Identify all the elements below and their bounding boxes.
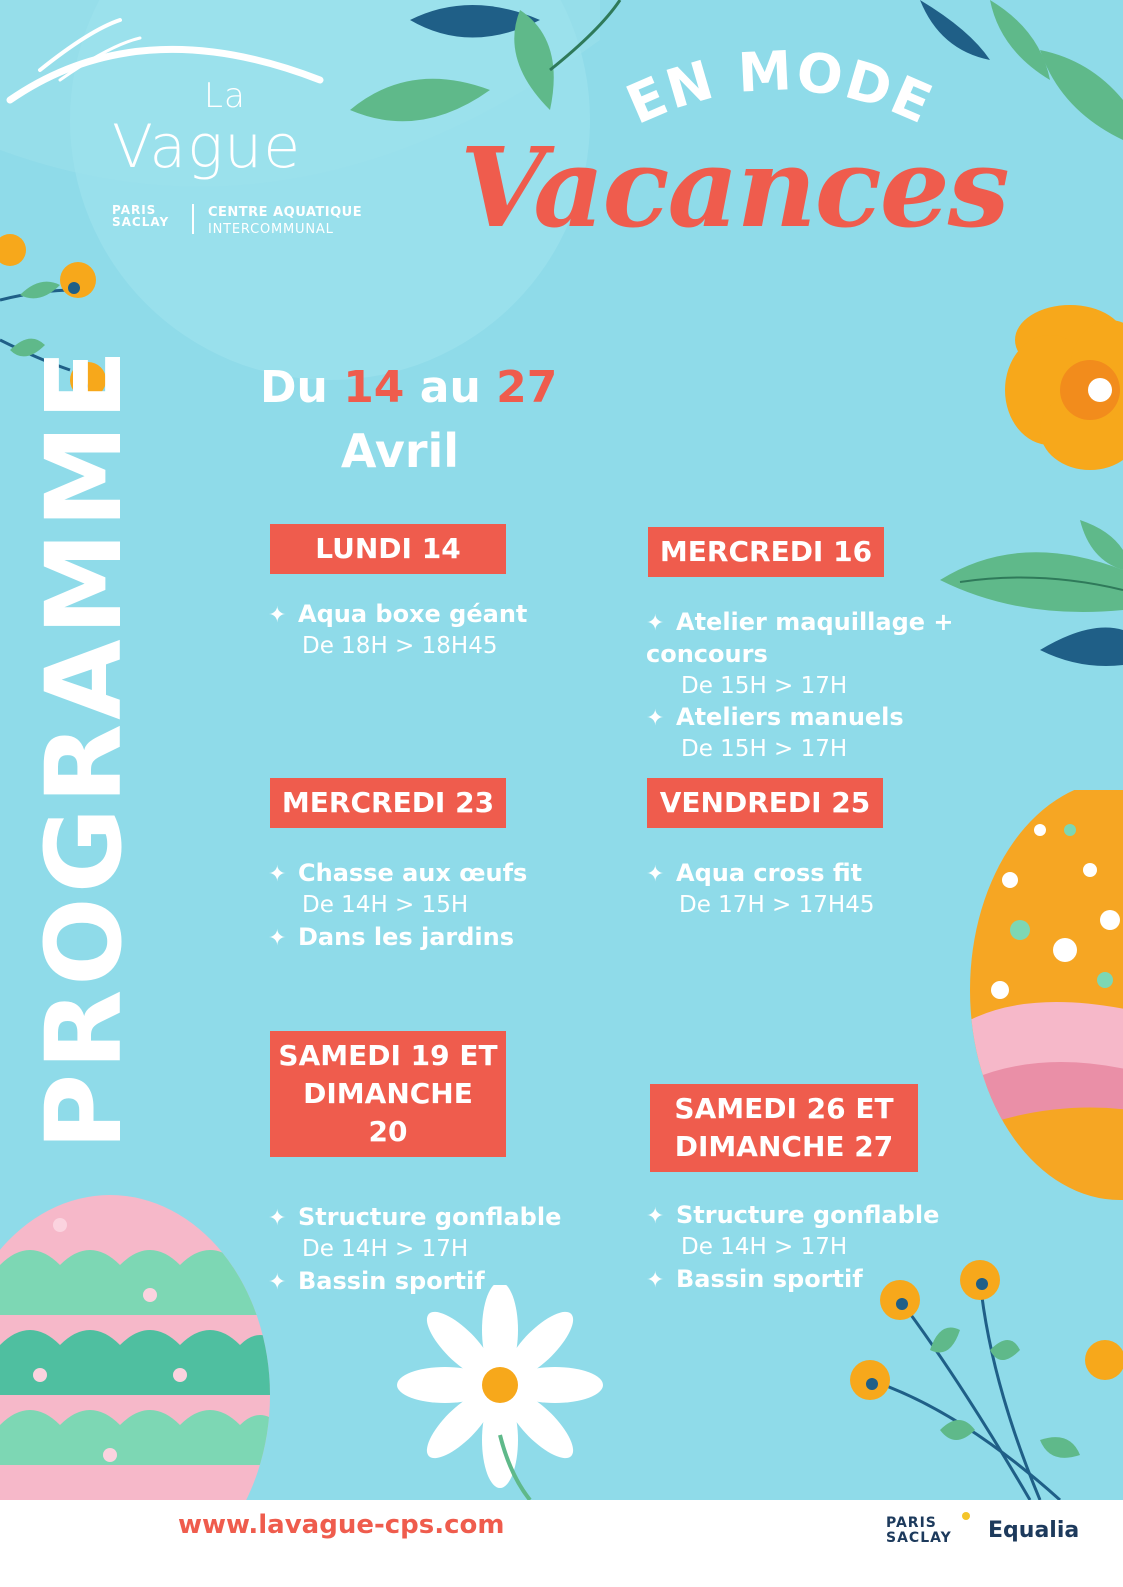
date-end: 27 (496, 362, 558, 413)
activity-structure-gonflable (646, 1199, 939, 1233)
star-icon: ✦ (268, 603, 287, 628)
activity-time: De 15H > 17H (681, 673, 848, 699)
activity-name: Chasse aux œufs (298, 859, 528, 887)
star-icon: ✦ (268, 926, 287, 951)
activity-name: Atelier maquillage + (676, 608, 954, 636)
activity-time: De 15H > 17H (681, 736, 848, 762)
day-header-mercredi-16: MERCREDI 16 (648, 527, 884, 577)
footer (0, 1500, 1123, 1587)
star-icon: ✦ (268, 862, 287, 887)
daisy-icon (390, 1285, 610, 1500)
day-header-line: DIMANCHE 27 (674, 1130, 894, 1163)
star-icon: ✦ (268, 1270, 287, 1295)
easter-egg-left-icon (0, 1195, 270, 1500)
activity-time: De 14H > 15H (302, 892, 469, 918)
paris-saclay-dot-icon (962, 1512, 970, 1520)
date-range (260, 362, 560, 413)
activity-time: De 14H > 17H (681, 1234, 848, 1260)
date-au: au (419, 362, 481, 413)
activity-aqua-cross-fit (646, 857, 862, 891)
star-icon: ✦ (646, 862, 665, 887)
activity-atelier-maquillage (646, 606, 954, 640)
footer-paris: PARIS (886, 1515, 937, 1531)
activity-name: Ateliers manuels (676, 703, 904, 731)
day-header-line: DIMANCHE (303, 1077, 473, 1110)
activity-time: De 14H > 17H (302, 1236, 469, 1262)
star-icon: ✦ (646, 611, 665, 636)
day-header-samedi-19-dimanche-20 (270, 1031, 506, 1157)
day-header-line: 20 (368, 1115, 408, 1148)
activity-name: Structure gonflable (676, 1201, 940, 1229)
activity-name: Structure gonflable (298, 1203, 562, 1231)
day-header-lundi-14: LUNDI 14 (270, 524, 506, 574)
activity-aqua-boxe (268, 598, 527, 632)
logo-paris: PARIS (112, 203, 157, 217)
logo-saclay: SACLAY (112, 215, 170, 229)
activity-time: De 17H > 17H45 (679, 892, 875, 918)
logo-intercommunal: INTERCOMMUNAL (208, 222, 334, 237)
programme-side-title: PROGRAMME (23, 345, 145, 1150)
right-flower-icon (940, 280, 1123, 700)
activity-bassin-sportif (268, 1265, 485, 1299)
activity-name: Aqua cross fit (676, 859, 863, 887)
star-icon: ✦ (268, 1206, 287, 1231)
activity-chasse-aux-oeufs (268, 857, 527, 891)
activity-name: Bassin sportif (298, 1267, 485, 1295)
en-mode-text: EN MODE (617, 40, 943, 137)
activity-structure-gonflable (268, 1201, 561, 1235)
activity-name: Dans les jardins (298, 923, 515, 951)
day-header-line: SAMEDI 19 ET (278, 1039, 498, 1072)
website-link[interactable]: www.lavague-cps.com (178, 1510, 505, 1540)
logo-la: La (204, 76, 246, 116)
logo-centre-aquatique: CENTRE AQUATIQUE (208, 205, 363, 220)
day-header-line: SAMEDI 26 ET (674, 1092, 894, 1125)
star-icon: ✦ (646, 706, 665, 731)
activity-bassin-sportif (646, 1263, 863, 1297)
star-icon: ✦ (646, 1268, 665, 1293)
vacances-headline: Vacances (460, 123, 1008, 252)
date-du: Du (260, 362, 328, 413)
date-start: 14 (343, 362, 405, 413)
activity-name: Aqua boxe géant (298, 600, 528, 628)
wave-logo-icon (0, 10, 330, 120)
day-header-vendredi-25: VENDREDI 25 (647, 778, 883, 828)
logo-vague: Vague (112, 112, 302, 182)
footer-partner-logo: Equalia (988, 1518, 1080, 1543)
easter-egg-right-icon (970, 790, 1123, 1210)
activity-name: Bassin sportif (676, 1265, 863, 1293)
day-header-samedi-26-dimanche-27 (650, 1084, 918, 1172)
bottom-right-flowers-icon (840, 1240, 1123, 1500)
star-icon: ✦ (646, 1204, 665, 1229)
logo-separator (192, 204, 194, 234)
footer-saclay: SACLAY (886, 1530, 952, 1546)
date-month: Avril (340, 424, 460, 478)
activity-dans-les-jardins (268, 921, 514, 955)
day-header-mercredi-23: MERCREDI 23 (270, 778, 506, 828)
activity-name-continuation: concours (646, 640, 768, 668)
activity-ateliers-manuels (646, 701, 904, 735)
activity-time: De 18H > 18H45 (302, 633, 498, 659)
